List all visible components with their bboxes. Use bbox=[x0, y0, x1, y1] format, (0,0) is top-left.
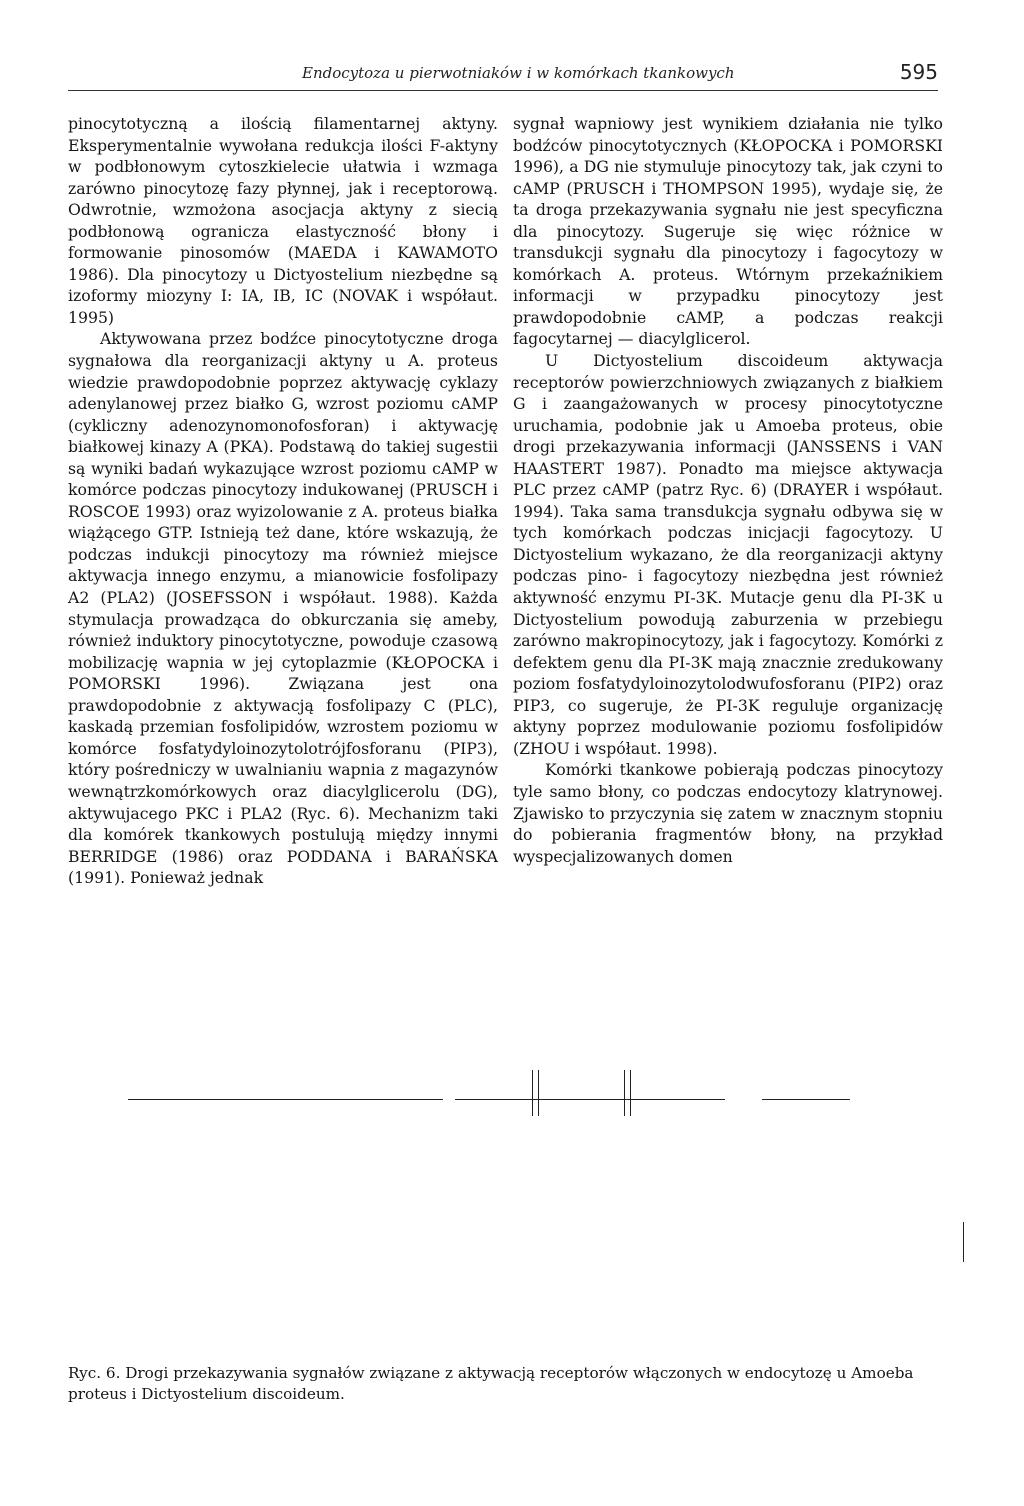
header-rule bbox=[68, 90, 938, 91]
right-paragraph-2: U Dictyostelium discoideum aktywacja receptorów powierzchniowych związanych z białkiem G i zaangażowanych w procesy pinocytotyczne uruchamia, podobnie jak u Amoeba proteus, obie drogi przekazywania informacji (JANSSENS i VAN HAASTERT 1987). Ponadto ma miejsce aktywacja PLC przez cAMP (patrz Ryc. 6) (DRAYER i współaut. 1994). Taka sama transdukcja sygnału odbywa się w tych komórkach podczas inicjacji fagocytozy. U Dictyostelium wykazano, że dla reorganizacji aktyny podczas pino- i fagocytozy niezbędna jest również aktywność enzymu PI-3K. Mutacje genu dla PI-3K u Dictyostelium powodują zaburzenia w przebiegu zarówno makropinocytozy, jak i fagocytozy. Komórki z defektem genu dla PI-3K mają znacznie zredukowany poziom fosfatydyloinozytolodwufosforanu (PIP2) oraz PIP3, co sugeruje, że PI-3K reguluje organizację aktyny poprzez modulowanie poziomu fosfolipidów (ZHOU i współaut. 1998). bbox=[513, 351, 943, 758]
left-column bbox=[68, 113, 498, 889]
caption-label: Ryc. 6. bbox=[68, 1364, 121, 1382]
page-number: 595 bbox=[899, 60, 938, 84]
diagram-line-right bbox=[762, 1099, 850, 1100]
diagram-tick-3 bbox=[624, 1070, 625, 1116]
diagram-tick-4 bbox=[630, 1070, 631, 1116]
left-paragraph-2: Aktywowana przez bodźce pinocytotyczne droga sygnałowa dla reorganizacji aktyny u A. proteus wiedzie prawdopodobnie poprzez aktywację cyklazy adenylanowej przez białko G, wzrost poziomu cAMP (cykliczny adenozynomonofosforan) i aktywację białkowej kinazy A (PKA). Podstawą do takiej sugestii są wyniki badań wykazujące wzrost poziomu cAMP w komórce podczas pinocytozy indukowanej (PRUSCH i ROSCOE 1993) oraz wyizolowanie z A. proteus białka wiążącego GTP. Istnieją też dane, które wskazują, że podczas indukcji pinocytozy ma również miejsce aktywacja innego enzymu, a mianowicie fosfolipazy A2 (PLA2) (JOSEFSSON i współaut. 1988). Każda stymulacja prowadząca do obkurczania się ameby, również induktory pinocytotyczne, powoduje czasową mobilizację wapnia w jej cytoplazmie (KŁOPOCKA i POMORSKI 1996). Związana jest ona prawdopodobnie z aktywacją fosfolipazy C (PLC), kaskadą przemian fosfolipidów, wzrostem poziomu w komórce fosfatydyloinozytolotrójfosforanu (PIP3), który pośredniczy w uwalnianiu wapnia z magazynów wewnątrzkomórkowych oraz diacylglicerolu (DG), aktywujacego PKC i PLA2 (Ryc. 6). Mechanizm taki dla komórek tkankowych postulują między innymi BERRIDGE (1986) oraz PODDANA i BARAŃSKA (1991). Ponieważ jednak bbox=[68, 329, 498, 888]
figure-caption bbox=[68, 1363, 938, 1405]
right-paragraph-3: Komórki tkankowe pobierają podczas pinocytozy tyle samo błony, co podczas endocytozy klatrynowej. Zjawisko to przyczynia się zatem w znacznym stopniu do pobierania fragmentów błony, na przykład wyspecjalizowanych domen bbox=[513, 760, 943, 866]
left-paragraph-1: pinocytotyczną a ilością filamentarnej aktyny. Eksperymentalnie wywołana redukcja ilości F-aktyny w podbłonowym cytoszkielecie ułatwia i wzmaga zarówno pinocytozę fazy płynnej, jak i receptorową. Odwrotnie, wzmożona asocjacja aktyny z siecią podbłonową ogranicza elastyczność błony i formowanie pinosomów (MAEDA i KAWAMOTO 1986). Dla pinocytozy u Dictyostelium niezbędne są izoformy miozyny I: IA, IB, IC (NOVAK i współaut. 1995) bbox=[68, 114, 498, 327]
diagram-line-left bbox=[128, 1099, 443, 1100]
diagram-mark-lower bbox=[963, 1222, 964, 1262]
right-paragraph-1: sygnał wapniowy jest wynikiem działania nie tylko bodźców pinocytotycznych (KŁOPOCKA i POMORSKI 1996), a DG nie stymuluje pinocytozy tak, jak czyni to cAMP (PRUSCH i THOMPSON 1995), wydaje się, że ta droga przekazywania sygnału nie jest specyficzna dla pinocytozy. Sugeruje się więc różnice w transdukcji sygnału dla pinocytozy i fagocytozy w komórkach A. proteus. Wtórnym przekaźnikiem informacji w przypadku pinocytozy jest prawdopodobnie cAMP, a podczas reakcji fagocytarnej — diacylglicerol. bbox=[513, 114, 943, 349]
diagram-tick-1 bbox=[532, 1070, 533, 1116]
running-title: Endocytoza u pierwotniaków i w komórkach tkankowych bbox=[302, 64, 735, 82]
caption-text: Drogi przekazywania sygnałów związane z aktywacją receptorów włączonych w endocytozę u Amoeba proteus i Dictyostelium discoideum. bbox=[68, 1364, 914, 1403]
figure-6-diagram bbox=[0, 1040, 1024, 1360]
diagram-line-middle bbox=[455, 1099, 725, 1100]
right-column bbox=[513, 113, 943, 867]
diagram-tick-2 bbox=[538, 1070, 539, 1116]
